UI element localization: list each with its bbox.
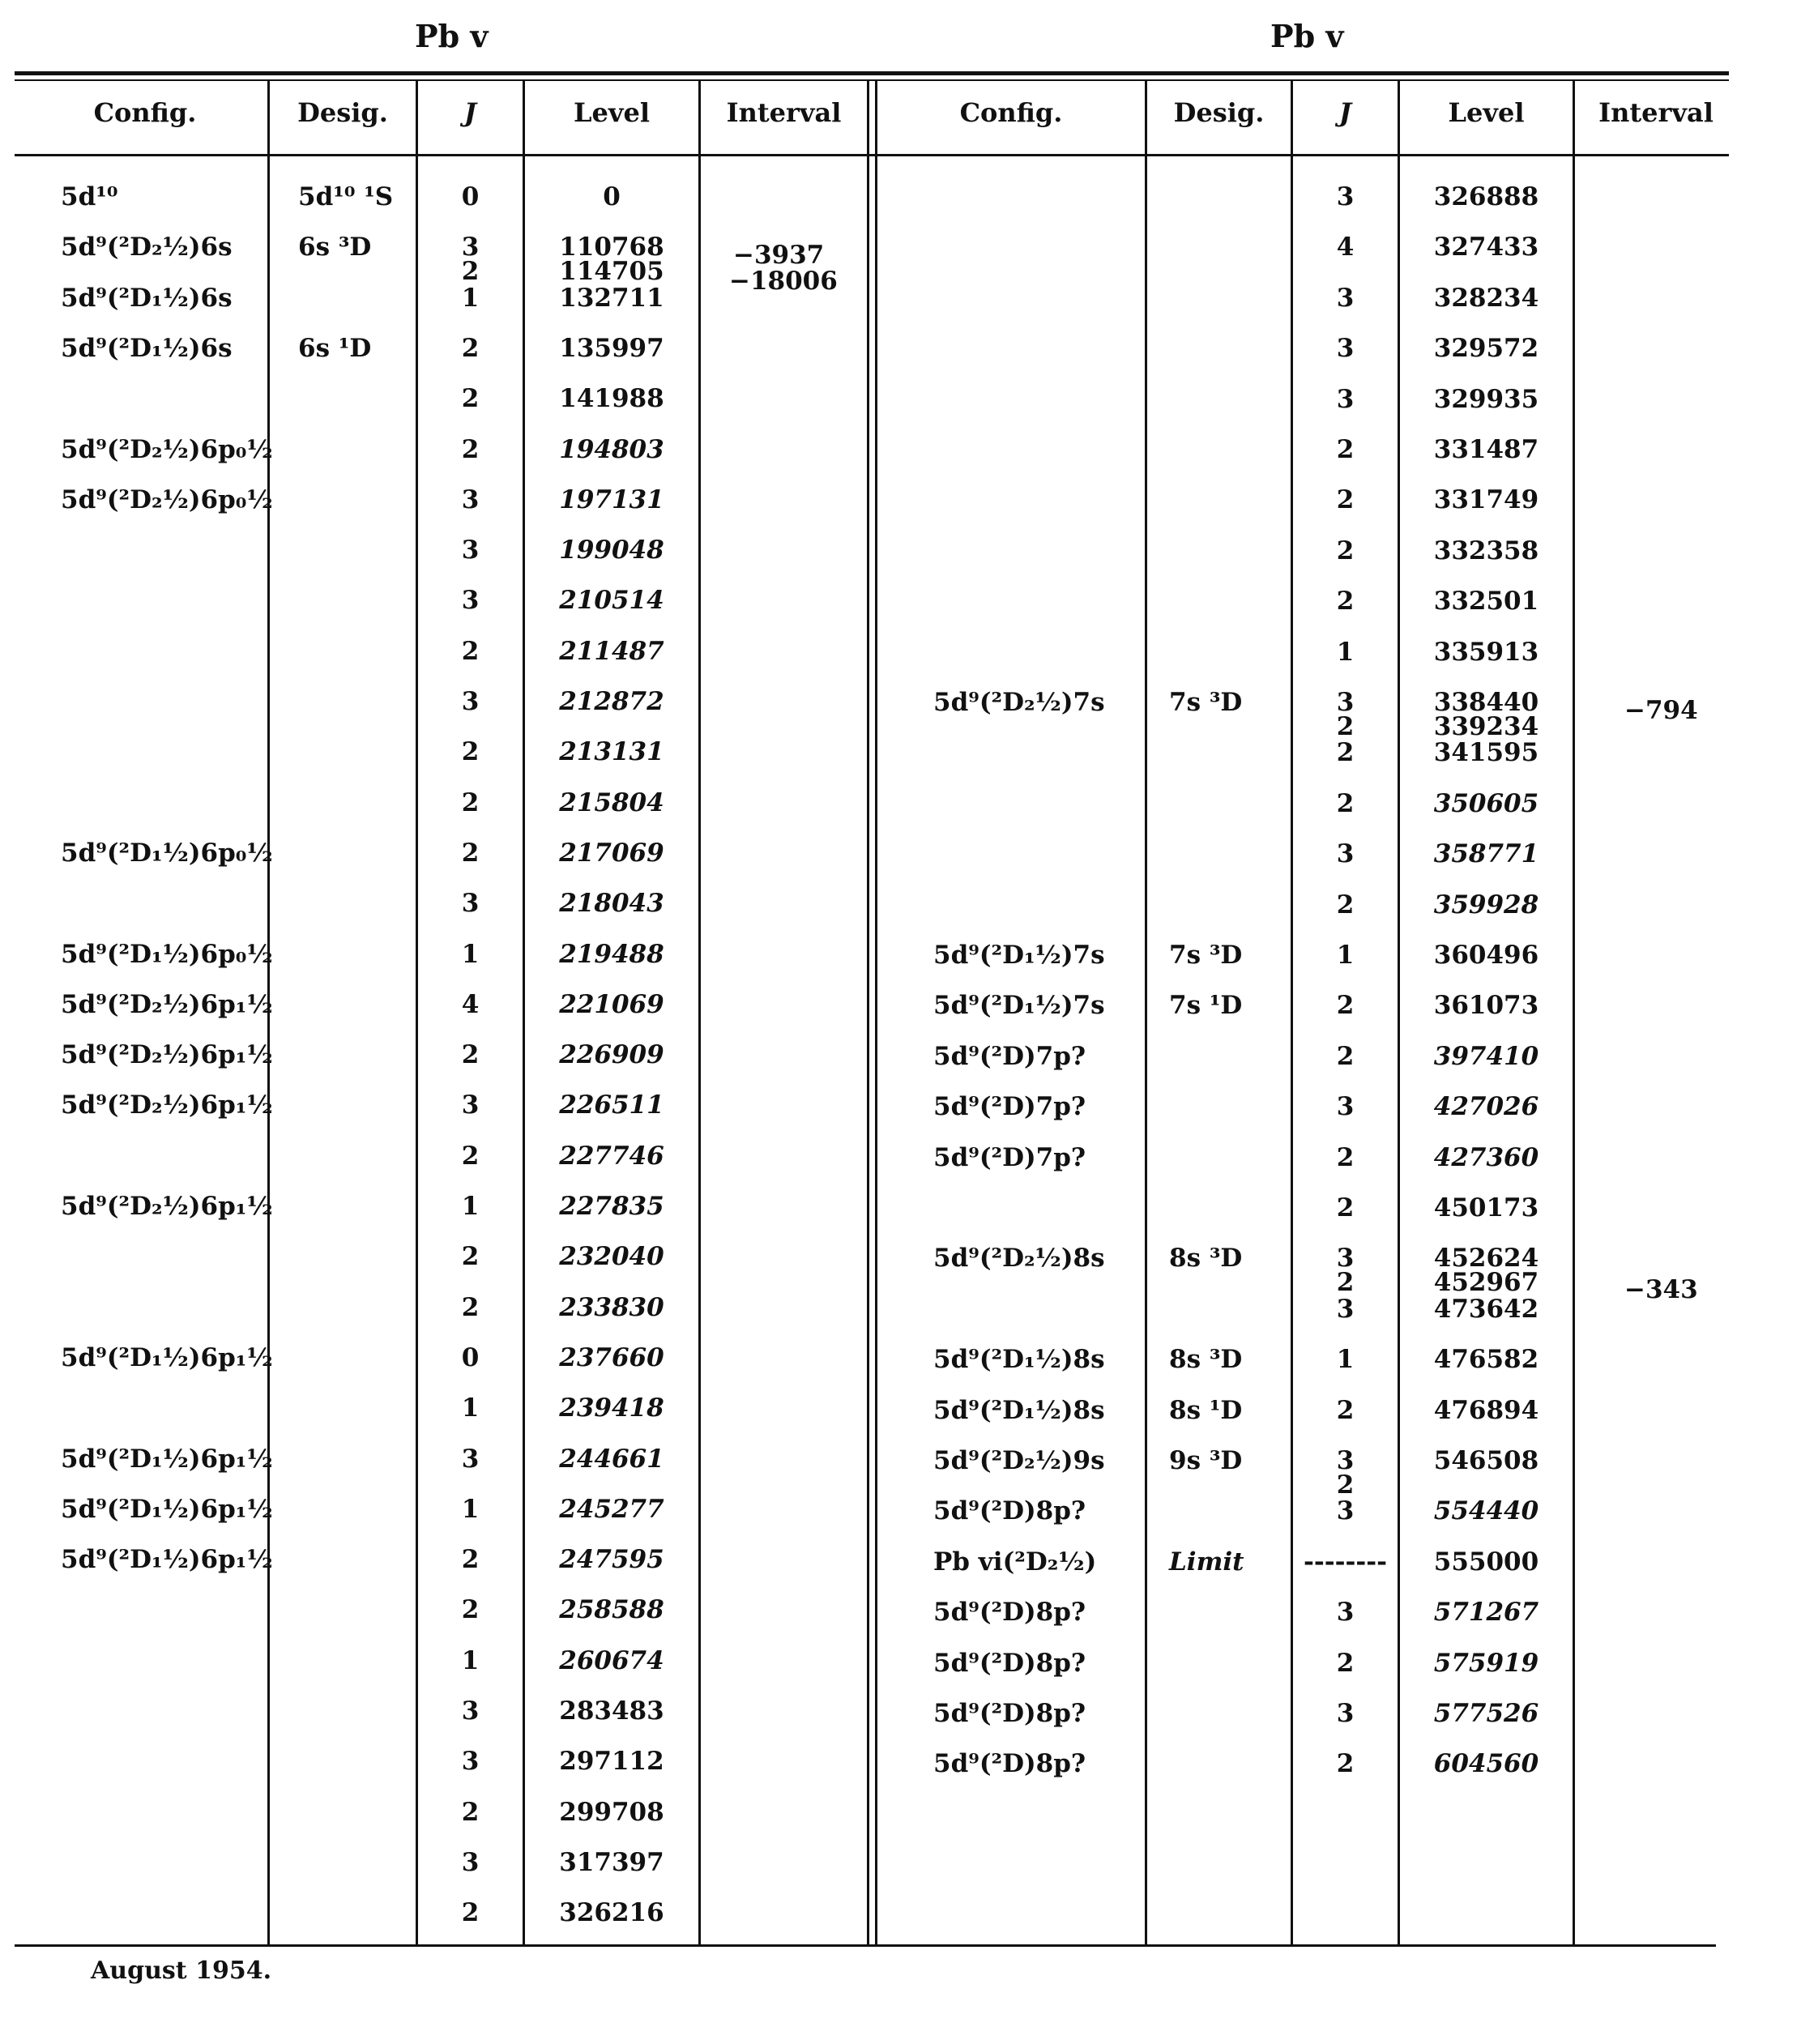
config-cell: 5d⁹(²D₁½)6s: [61, 333, 233, 363]
j-cell: 2: [1336, 1041, 1355, 1071]
j-cell: 2: [1336, 1470, 1355, 1500]
j-cell: 3: [461, 233, 480, 262]
footer-date: August 1954.: [91, 1957, 272, 1985]
level-cell: 132711: [559, 283, 664, 313]
j-cell: 3: [1336, 182, 1355, 211]
j-cell: 1: [461, 1494, 480, 1524]
level-cell: 239418: [559, 1393, 664, 1423]
left-table-title: Pb v: [415, 18, 489, 54]
level-cell: 329935: [1433, 384, 1539, 414]
j-cell: 2: [1336, 587, 1355, 617]
config-cell: 5d⁹(²D₂½)7s: [933, 688, 1105, 717]
interval-value: −343: [1624, 1275, 1698, 1304]
config-cell: 5d⁹(²D₁½)8s: [933, 1345, 1105, 1375]
config-cell: 5d¹⁰: [61, 182, 118, 211]
level-cell: 327433: [1433, 233, 1539, 262]
level-cell: 135997: [559, 333, 664, 363]
desig-cell: 9s ³D: [1169, 1446, 1243, 1475]
level-cell: 476582: [1433, 1345, 1539, 1375]
level-cell: 299708: [559, 1797, 664, 1827]
j-cell: 1: [461, 283, 480, 313]
config-cell: 5d⁹(²D)8p?: [933, 1496, 1086, 1526]
level-cell: 450173: [1433, 1193, 1539, 1223]
level-cell: 338440: [1433, 688, 1539, 717]
right-table-title: Pb v: [1270, 18, 1344, 54]
level-cell: 328234: [1433, 283, 1539, 313]
level-cell: 397410: [1433, 1041, 1539, 1071]
table-double-divider: [867, 79, 869, 1944]
level-cell: 226909: [559, 1040, 664, 1070]
j-cell: 3: [1336, 1598, 1355, 1628]
j-cell: 2: [461, 1797, 480, 1827]
config-cell: 5d⁹(²D₁½)7s: [933, 991, 1105, 1021]
j-cell: 3: [461, 1747, 480, 1777]
bottom-rule: [15, 1944, 1716, 1947]
level-cell: 575919: [1433, 1648, 1539, 1678]
level-cell: 283483: [559, 1696, 664, 1726]
config-cell: 5d⁹(²D₂½)8s: [933, 1244, 1105, 1274]
config-cell: 5d⁹(²D₁½)6p₁½: [61, 1494, 273, 1524]
level-cell: 571267: [1433, 1598, 1539, 1628]
j-cell: --------: [1304, 1547, 1387, 1577]
config-cell: 5d⁹(²D₁½)6s: [61, 283, 233, 313]
j-cell: 2: [1336, 1142, 1355, 1172]
j-cell: 2: [1336, 485, 1355, 515]
j-cell: 2: [1336, 738, 1355, 768]
config-cell: 5d⁹(²D₁½)6p₀½: [61, 838, 273, 868]
j-cell: 2: [461, 434, 480, 464]
j-cell: 3: [1336, 1496, 1355, 1526]
desig-cell: 8s ¹D: [1169, 1395, 1243, 1425]
level-cell: 227746: [559, 1141, 664, 1171]
j-cell: 2: [1336, 712, 1355, 741]
desig-cell: Limit: [1169, 1547, 1244, 1577]
level-cell: 452967: [1433, 1268, 1539, 1298]
j-cell: 2: [461, 1141, 480, 1171]
j-cell: 2: [1336, 1648, 1355, 1678]
j-cell: 3: [1336, 334, 1355, 364]
level-cell: 221069: [559, 989, 664, 1019]
j-cell: 3: [1336, 1446, 1355, 1475]
header-config: Config.: [959, 97, 1063, 128]
level-cell: 215804: [559, 787, 664, 817]
level-cell: 247595: [559, 1545, 664, 1575]
interval-value: −3937: [733, 241, 825, 270]
config-cell: 5d⁹(²D₁½)6p₁½: [61, 1342, 273, 1372]
level-cell: 604560: [1433, 1749, 1539, 1779]
level-cell: 212872: [559, 687, 664, 716]
level-cell: 233830: [559, 1292, 664, 1322]
j-cell: 3: [461, 1696, 480, 1726]
j-cell: 2: [461, 257, 480, 287]
level-cell: 260674: [559, 1645, 664, 1675]
column-divider: [1145, 79, 1147, 1944]
j-cell: 3: [1336, 283, 1355, 313]
j-cell: 1: [1336, 941, 1355, 970]
j-cell: 3: [461, 536, 480, 565]
header-desig: Desig.: [1173, 97, 1265, 128]
header-j: J: [1338, 97, 1352, 128]
j-cell: 2: [461, 737, 480, 767]
header-config: Config.: [93, 97, 197, 128]
j-cell: 3: [461, 889, 480, 919]
level-cell: 244661: [559, 1444, 664, 1474]
config-cell: 5d⁹(²D₁½)8s: [933, 1395, 1105, 1425]
level-cell: 331749: [1433, 485, 1539, 515]
top-rule-thin: [15, 79, 1729, 81]
column-divider: [1573, 79, 1575, 1944]
interval-value: −18006: [729, 267, 838, 296]
level-cell: 197131: [559, 484, 664, 514]
level-cell: 452624: [1433, 1244, 1539, 1274]
level-cell: 194803: [559, 434, 664, 464]
config-cell: 5d⁹(²D₁½)6p₁½: [61, 1444, 273, 1474]
level-cell: 317397: [559, 1847, 664, 1877]
level-cell: 427026: [1433, 1092, 1539, 1122]
desig-cell: 5d¹⁰ ¹S: [298, 182, 394, 211]
level-cell: 258588: [559, 1595, 664, 1625]
j-cell: 2: [461, 1040, 480, 1070]
j-cell: 2: [461, 1898, 480, 1928]
header-rule: [15, 154, 1729, 156]
level-cell: 332501: [1433, 587, 1539, 617]
config-cell: 5d⁹(²D)7p?: [933, 1092, 1086, 1122]
header-level: Level: [1448, 97, 1525, 128]
j-cell: 1: [1336, 1345, 1355, 1375]
level-cell: 427360: [1433, 1142, 1539, 1172]
desig-cell: 6s ¹D: [298, 333, 372, 363]
j-cell: 3: [461, 484, 480, 514]
desig-cell: 7s ³D: [1169, 688, 1243, 717]
level-cell: 335913: [1433, 637, 1539, 667]
level-cell: 141988: [559, 384, 664, 414]
j-cell: 2: [461, 333, 480, 363]
j-cell: 2: [461, 1242, 480, 1272]
level-cell: 110768: [559, 233, 664, 262]
j-cell: 1: [1336, 637, 1355, 667]
config-cell: 5d⁹(²D₂½)6p₁½: [61, 1090, 273, 1120]
config-cell: 5d⁹(²D₂½)9s: [933, 1446, 1105, 1475]
interval-value: −794: [1624, 696, 1698, 725]
j-cell: 2: [461, 636, 480, 666]
level-cell: 341595: [1433, 738, 1539, 768]
config-cell: 5d⁹(²D₂½)6p₁½: [61, 1192, 273, 1221]
config-cell: 5d⁹(²D₁½)6p₁½: [61, 1545, 273, 1575]
j-cell: 3: [1336, 688, 1355, 717]
config-cell: 5d⁹(²D₂½)6p₁½: [61, 1040, 273, 1070]
level-cell: 332358: [1433, 536, 1539, 565]
j-cell: 3: [1336, 1092, 1355, 1122]
level-cell: 211487: [559, 636, 664, 666]
level-cell: 546508: [1433, 1446, 1539, 1475]
j-cell: 1: [461, 1645, 480, 1675]
level-cell: 360496: [1433, 941, 1539, 970]
j-cell: 0: [461, 182, 480, 211]
j-cell: 3: [461, 1090, 480, 1120]
j-cell: 2: [1336, 1749, 1355, 1779]
level-cell: 0: [603, 182, 621, 211]
config-cell: 5d⁹(²D₁½)7s: [933, 941, 1105, 970]
level-cell: 219488: [559, 939, 664, 969]
j-cell: 2: [1336, 1268, 1355, 1298]
level-cell: 350605: [1433, 788, 1539, 818]
level-cell: 326888: [1433, 182, 1539, 211]
j-cell: 2: [461, 384, 480, 414]
level-cell: 554440: [1433, 1496, 1539, 1526]
level-cell: 331487: [1433, 435, 1539, 464]
header-j: J: [463, 97, 477, 128]
level-cell: 359928: [1433, 890, 1539, 920]
config-cell: 5d⁹(²D)7p?: [933, 1142, 1086, 1172]
j-cell: 3: [1336, 1244, 1355, 1274]
j-cell: 2: [1336, 1395, 1355, 1425]
header-interval: Interval: [726, 97, 842, 128]
level-cell: 361073: [1433, 991, 1539, 1021]
config-cell: 5d⁹(²D₁½)6p₀½: [61, 939, 273, 969]
j-cell: 2: [1336, 435, 1355, 464]
desig-cell: 7s ¹D: [1169, 991, 1243, 1021]
desig-cell: 8s ³D: [1169, 1345, 1243, 1375]
config-cell: 5d⁹(²D)8p?: [933, 1648, 1086, 1678]
config-cell: 5d⁹(²D₂½)6p₀½: [61, 484, 273, 514]
j-cell: 2: [1336, 788, 1355, 818]
level-cell: 329572: [1433, 334, 1539, 364]
level-cell: 473642: [1433, 1294, 1539, 1324]
level-cell: 199048: [559, 536, 664, 565]
level-cell: 476894: [1433, 1395, 1539, 1425]
j-cell: 3: [1336, 839, 1355, 869]
config-cell: 5d⁹(²D₂½)6p₀½: [61, 434, 273, 464]
config-cell: 5d⁹(²D)8p?: [933, 1598, 1086, 1628]
j-cell: 2: [1336, 991, 1355, 1021]
level-cell: 114705: [559, 257, 664, 287]
top-rule: [15, 71, 1729, 75]
level-cell: 245277: [559, 1494, 664, 1524]
j-cell: 3: [1336, 1294, 1355, 1324]
level-cell: 326216: [559, 1898, 664, 1928]
table-double-divider: [875, 79, 877, 1944]
config-cell: Pb vi(²D₂½): [933, 1547, 1097, 1577]
level-cell: 555000: [1433, 1547, 1539, 1577]
level-cell: 217069: [559, 838, 664, 868]
desig-cell: 8s ³D: [1169, 1244, 1243, 1274]
j-cell: 1: [461, 939, 480, 969]
j-cell: 3: [461, 586, 480, 616]
level-cell: 210514: [559, 586, 664, 616]
j-cell: 2: [461, 1292, 480, 1322]
j-cell: 1: [461, 1192, 480, 1221]
level-cell: 227835: [559, 1192, 664, 1221]
level-cell: 213131: [559, 737, 664, 767]
level-cell: 237660: [559, 1342, 664, 1372]
j-cell: 1: [461, 1393, 480, 1423]
j-cell: 3: [1336, 1699, 1355, 1728]
level-cell: 226511: [559, 1090, 664, 1120]
j-cell: 2: [1336, 890, 1355, 920]
level-cell: 358771: [1433, 839, 1539, 869]
level-cell: 339234: [1433, 712, 1539, 741]
j-cell: 3: [461, 1444, 480, 1474]
config-cell: 5d⁹(²D₂½)6s: [61, 233, 233, 262]
j-cell: 2: [461, 1545, 480, 1575]
j-cell: 4: [1336, 233, 1355, 262]
j-cell: 4: [461, 989, 480, 1019]
j-cell: 2: [461, 787, 480, 817]
j-cell: 3: [461, 687, 480, 716]
config-cell: 5d⁹(²D)8p?: [933, 1699, 1086, 1728]
level-cell: 577526: [1433, 1699, 1539, 1728]
header-interval: Interval: [1598, 97, 1714, 128]
j-cell: 2: [461, 1595, 480, 1625]
level-cell: 232040: [559, 1242, 664, 1272]
config-cell: 5d⁹(²D)7p?: [933, 1041, 1086, 1071]
config-cell: 5d⁹(²D)8p?: [933, 1749, 1086, 1779]
header-level: Level: [574, 97, 650, 128]
j-cell: 0: [461, 1342, 480, 1372]
j-cell: 2: [1336, 536, 1355, 565]
level-cell: 297112: [559, 1747, 664, 1777]
j-cell: 3: [461, 1847, 480, 1877]
level-cell: 218043: [559, 889, 664, 919]
j-cell: 2: [461, 838, 480, 868]
config-cell: 5d⁹(²D₂½)6p₁½: [61, 989, 273, 1019]
j-cell: 3: [1336, 384, 1355, 414]
desig-cell: 7s ³D: [1169, 941, 1243, 970]
desig-cell: 6s ³D: [298, 233, 372, 262]
j-cell: 2: [1336, 1193, 1355, 1223]
column-divider: [698, 79, 701, 1944]
header-desig: Desig.: [297, 97, 388, 128]
